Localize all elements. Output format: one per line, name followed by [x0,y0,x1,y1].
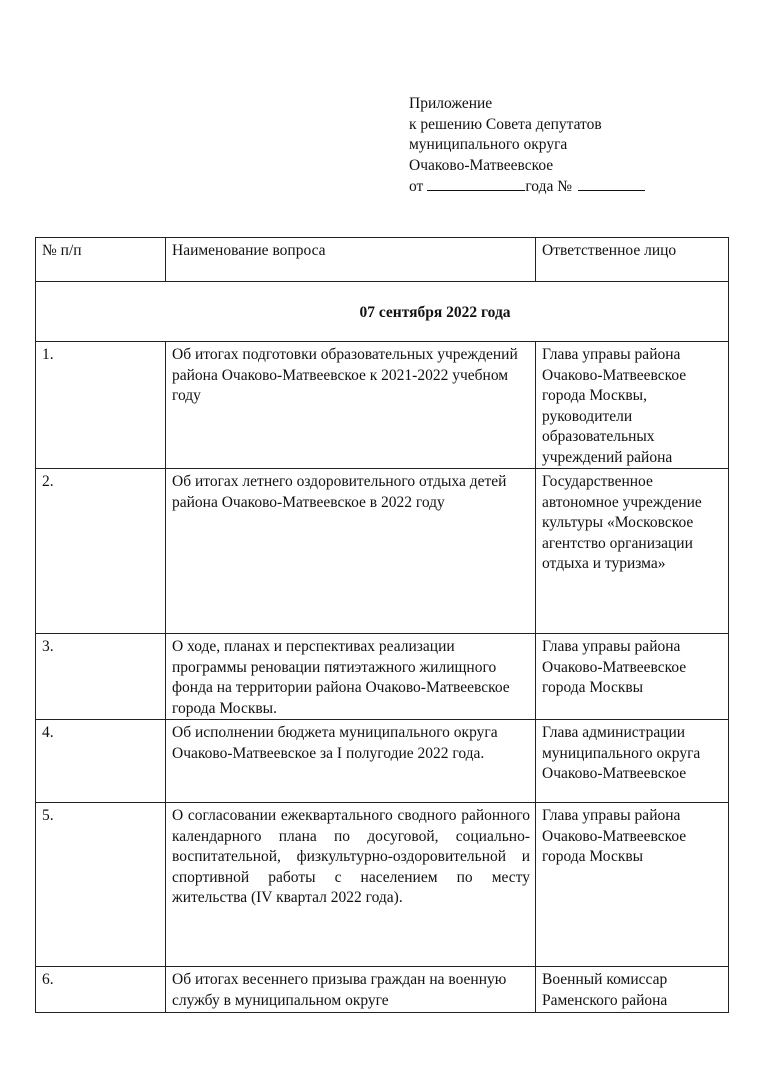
date-heading-cell [36,282,729,342]
row-responsible: Глава администрации муниципального округа Очаково-Матвеевское [536,720,729,803]
date-number-line [409,176,645,198]
appendix-header [409,94,645,198]
municipal-line: муниципального округа [409,136,568,153]
row-topic: О согласовании ежеквартального сводного районного календарного плана по досуговой, социально-воспитательной, физкультурно-оздоровительной и спортивной работы с населением по месту жительства (IV квартал 2022 года). [166,803,536,967]
column-header-num: № п/п [36,238,166,282]
decision-line: к решению Совета депутатов [409,115,602,133]
date-middle: года № [525,178,573,195]
number-blank [578,176,645,191]
date-heading-row [36,282,729,342]
district-line: Очаково-Матвеевское [409,156,554,174]
column-header-topic: Наименование вопроса [166,238,536,282]
row-num: 4. [36,720,166,803]
table-row [36,803,729,967]
row-responsible: Глава управы района Очаково-Матвеевское города Москвы [536,634,729,720]
column-header-responsible: Ответственное лицо [536,238,729,282]
table-row [36,720,729,803]
row-topic: Об исполнении бюджета муниципального округа Очаково-Матвеевское за I полугодие 2022 года. [166,720,536,803]
table-row [36,342,729,469]
row-num: 2. [36,469,166,634]
row-num: 1. [36,342,166,469]
row-responsible: Глава управы района Очаково-Матвеевское города Москвы [536,803,729,967]
appendix-title: Приложение [409,95,493,112]
row-num: 3. [36,634,166,720]
row-responsible: Государственное автономное учреждение культуры «Московское агентство организации отдыха и туризма» [536,469,729,634]
table-row [36,967,729,1013]
date-heading: 07 сентября 2022 года [359,303,511,321]
row-num: 5. [36,803,166,967]
row-topic: Об итогах летнего оздоровительного отдыха детей района Очаково-Матвеевское в 2022 году [166,469,536,634]
date-blank [427,176,525,191]
agenda-table [35,237,729,1013]
row-responsible: Глава управы района Очаково-Матвеевское города Москвы, руководители образовательных учреждений района [536,342,729,469]
row-topic: Об итогах весеннего призыва граждан на военную службу в муниципальном округе [166,967,536,1013]
table-row [36,634,729,720]
row-topic: О ходе, планах и перспективах реализации программы реновации пятиэтажного жилищного фонда на территории района Очаково-Матвеевское города Москвы. [166,634,536,720]
date-prefix: от [409,178,424,195]
table-header-row [36,238,729,282]
row-topic: Об итогах подготовки образовательных учреждений района Очаково-Матвеевское к 2021-2022 учебном году [166,342,536,469]
table-row [36,469,729,634]
row-num: 6. [36,967,166,1013]
row-responsible: Военный комиссар Раменского района [536,967,729,1013]
